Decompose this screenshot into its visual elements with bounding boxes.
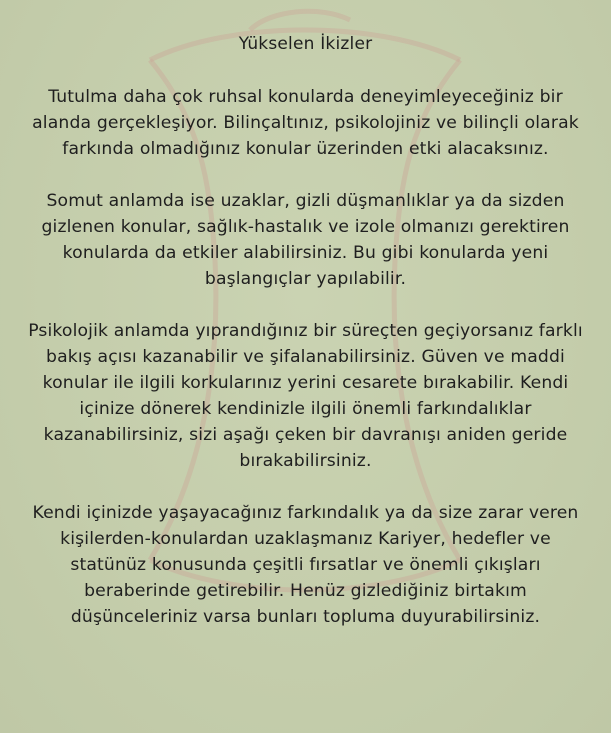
paragraph: Tutulma daha çok ruhsal konularda deneyimleyeceğiniz bir alanda gerçekleşiyor. Bilinçaltınız, psikolojiniz ve bilinçli olarak farkında olmadığınız konular üzerinden etki alacaksınız. (32, 87, 579, 159)
body-text (26, 84, 585, 630)
paragraph: Psikolojik anlamda yıprandığınız bir süreçten geçiyorsanız farklı bakış açısı kazanabilir ve şifalanabilirsiniz. Güven ve maddi konular ile ilgili korkularınız yerini cesarete bırakabilir. Kendi içinize dönerek kendinizle ilgili önemli farkındalıklar kazanabilirsiniz, sizi aşağı çeken bir davranışı aniden geride bırakabilirsiniz. (28, 321, 583, 471)
paragraph: Kendi içinizde yaşayacağınız farkındalık ya da size zarar veren kişilerden-konulardan uzaklaşmanız Kariyer, hedefler ve statünüz konusunda çeşitli fırsatlar ve önemli çıkışları beraberinde getirebilir. Henüz gizlediğiniz birtakım düşünceleriniz varsa bunları topluma duyurabilirsiniz. (32, 503, 579, 627)
page-title: Yükselen İkizler (238, 34, 373, 54)
paragraph: Somut anlamda ise uzaklar, gizli düşmanlıklar ya da sizden gizlenen konular, sağlık-hastalık ve izole olmanızı gerektiren konularda da etkiler alabilirsiniz. Bu gibi konularda yeni başlangıçlar yapılabilir. (41, 191, 570, 289)
